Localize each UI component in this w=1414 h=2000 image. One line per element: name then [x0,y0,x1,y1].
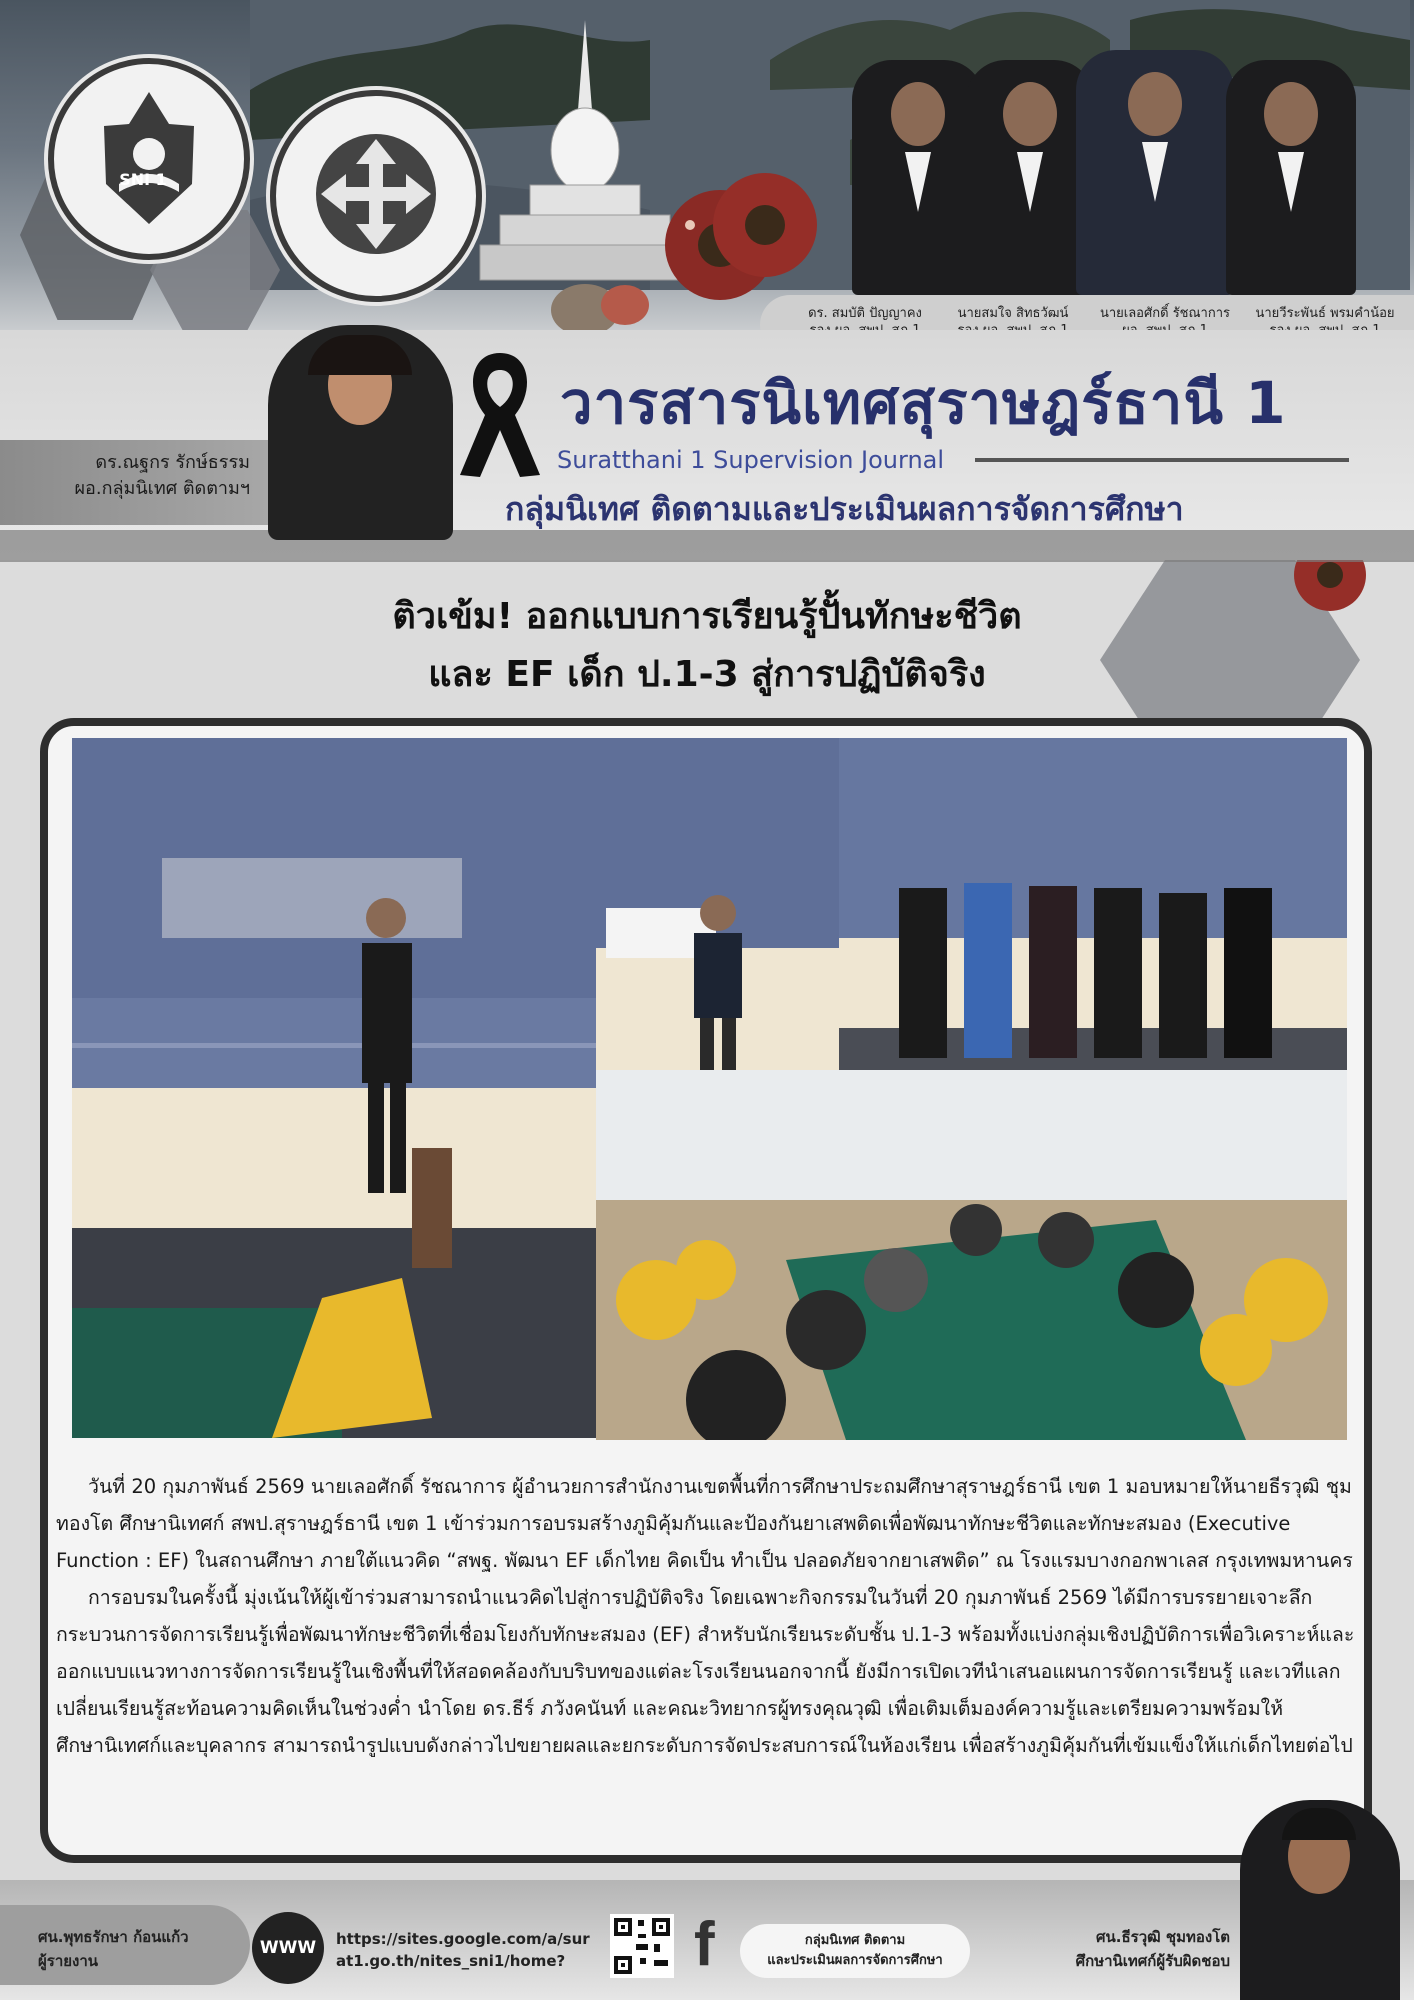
qr-code-icon[interactable] [610,1914,674,1978]
officer-photo [1240,1800,1400,2000]
photo-group-standing [839,738,1347,1070]
executive-name: นายเลอศักดิ์ รัชณาการ [1099,306,1231,321]
journal-group-name: กลุ่มนิเทศ ติดตามและประเมินผลการจัดการศึกษา [505,490,1184,528]
executive-photo [1226,60,1356,295]
supervision-group-logo [270,90,482,302]
reporter [38,1925,189,1973]
director-position: ผอ.กลุ่มนิเทศ ติดตามฯ [74,478,250,499]
reporter-role: ผู้รายงาน [38,1952,99,1970]
photo-speaker [72,738,596,1438]
reporter-name: ศน.พุทธรักษา ก้อนแก้ว [38,1928,189,1946]
journal-title-en: Suratthani 1 Supervision Journal [557,446,945,474]
title-underline [975,458,1349,462]
facebook-page-link[interactable]: กลุ่มนิเทศ ติดตาม และประเมินผลการจัดการศึกษา [740,1924,970,1978]
sni1-logo [48,58,250,260]
sni1-logo-text: SNI 1 [119,170,167,189]
executive-name: นายวีระพันธ์ พรมคำน้อย [1255,306,1395,321]
four-arrows-icon [311,129,441,259]
rafflesia-flower [700,165,830,285]
executive-name: นายสมใจ สิทธวัฒน์ [957,306,1069,321]
responsible-name: ศน.ธีรวุฒิ ชุมทองโต [1096,1928,1230,1946]
photo-participant [596,738,839,1070]
article-headline-line1: ติวเข้ม! ออกแบบการเรียนรู้ปั้นทักษะชีวิต [392,596,1022,637]
director-caption [40,450,250,502]
website-link[interactable]: https://sites.google.com/a/surat1.go.th/nites_sni1/home? [336,1930,590,1970]
executive-photo [852,60,984,295]
article-headline-line2: และ EF เด็ก ป.1-3 สู่การปฏิบัติจริง [428,654,986,695]
journal-title: วารสารนิเทศสุราษฎร์ธานี 1 [560,369,1287,437]
article-paragraph: วันที่ 20 กุมภาพันธ์ 2569 นายเลอศักดิ์ รัชณาการ ผู้อำนวยการสำนักงานเขตพื้นที่การศึกษาประถมศึกษาสุราษฎร์ธานี เขต 1 มอบหมายให้นายธีรวุฒิ ชุมทองโต ศึกษานิเทศก์ สพป.สุราษฎร์ธานี เขต 1 เข้าร่วมการอบรมสร้างภูมิคุ้มกันและป้องกันยาเสพติดเพื่อพัฒนาทักษะชีวิตและทักษะสมอง (Executive Function : EF) ในสถานศึกษา ภายใต้แนวคิด “สพฐ. พัฒนา EF เด็กไทย คิดเป็น ทำเป็น ปลอดภัยจากยาเสพติด” ณ โรงแรมบางกอกพาเลส กรุงเทพมหานคร [56,1475,1353,1572]
facebook-icon[interactable]: f [694,1910,715,1979]
photo-workshop-table [596,1070,1347,1440]
director-photo [268,325,453,540]
responsible-role: ศึกษานิเทศก์ผู้รับผิดชอบ [1075,1952,1230,1970]
sni1-emblem-icon [74,84,224,234]
article-body [56,1468,1356,1764]
article-paragraph: การอบรมในครั้งนี้ มุ่งเน้นให้ผู้เข้าร่วมสามารถนำแนวคิดไปสู่การปฏิบัติจริง โดยเฉพาะกิจกรรมในวันที่ 20 กุมภาพันธ์ 2569 ได้มีการบรรยายเจาะลึกกระบวนการจัดการเรียนรู้เพื่อพัฒนาทักษะชีวิตที่เชื่อมโยงกับทักษะสมอง (EF) สำหรับนักเรียนระดับชั้น ป.1-3 พร้อมทั้งแบ่งกลุ่มเชิงปฏิบัติการเพื่อวิเคราะห์และออกแบบแนวทางการจัดการเรียนรู้ในเชิงพื้นที่ให้สอดคล้องกับบริบทของแต่ละโรงเรียนนอกจากนี้ ยังมีการเปิดเวทีนำเสนอแผนการจัดการเรียนรู้ และเวทีแลกเปลี่ยนเรียนรู้สะท้อนความคิดเห็นในช่วงค่ำ นำโดย ดร.ธีร์ ภวังคนันท์ และคณะวิทยากรผู้ทรงคุณวุฒิ เพื่อเติมเต็มองค์ความรู้และเตรียมความพร้อมให้ศึกษานิเทศก์และบุคลากร สามารถนำรูปแบบดังกล่าวไปขยายผลและยกระดับการจัดประสบการณ์ในห้องเรียน เพื่อสร้างภูมิคุ้มกันที่เข้มแข็งให้แก่เด็กไทยต่อไป [56,1586,1355,1757]
executive-name: ดร. สมบัติ ปัญญาคง [808,306,922,321]
director-name: ดร.ณฐกร รักษ์ธรรม [95,452,250,473]
mourning-ribbon-icon [455,345,545,485]
executive-photo [1076,50,1234,295]
executive-photo [966,60,1094,295]
www-globe-icon[interactable]: WWW [252,1912,324,1984]
responsible-officer [1000,1925,1230,1973]
